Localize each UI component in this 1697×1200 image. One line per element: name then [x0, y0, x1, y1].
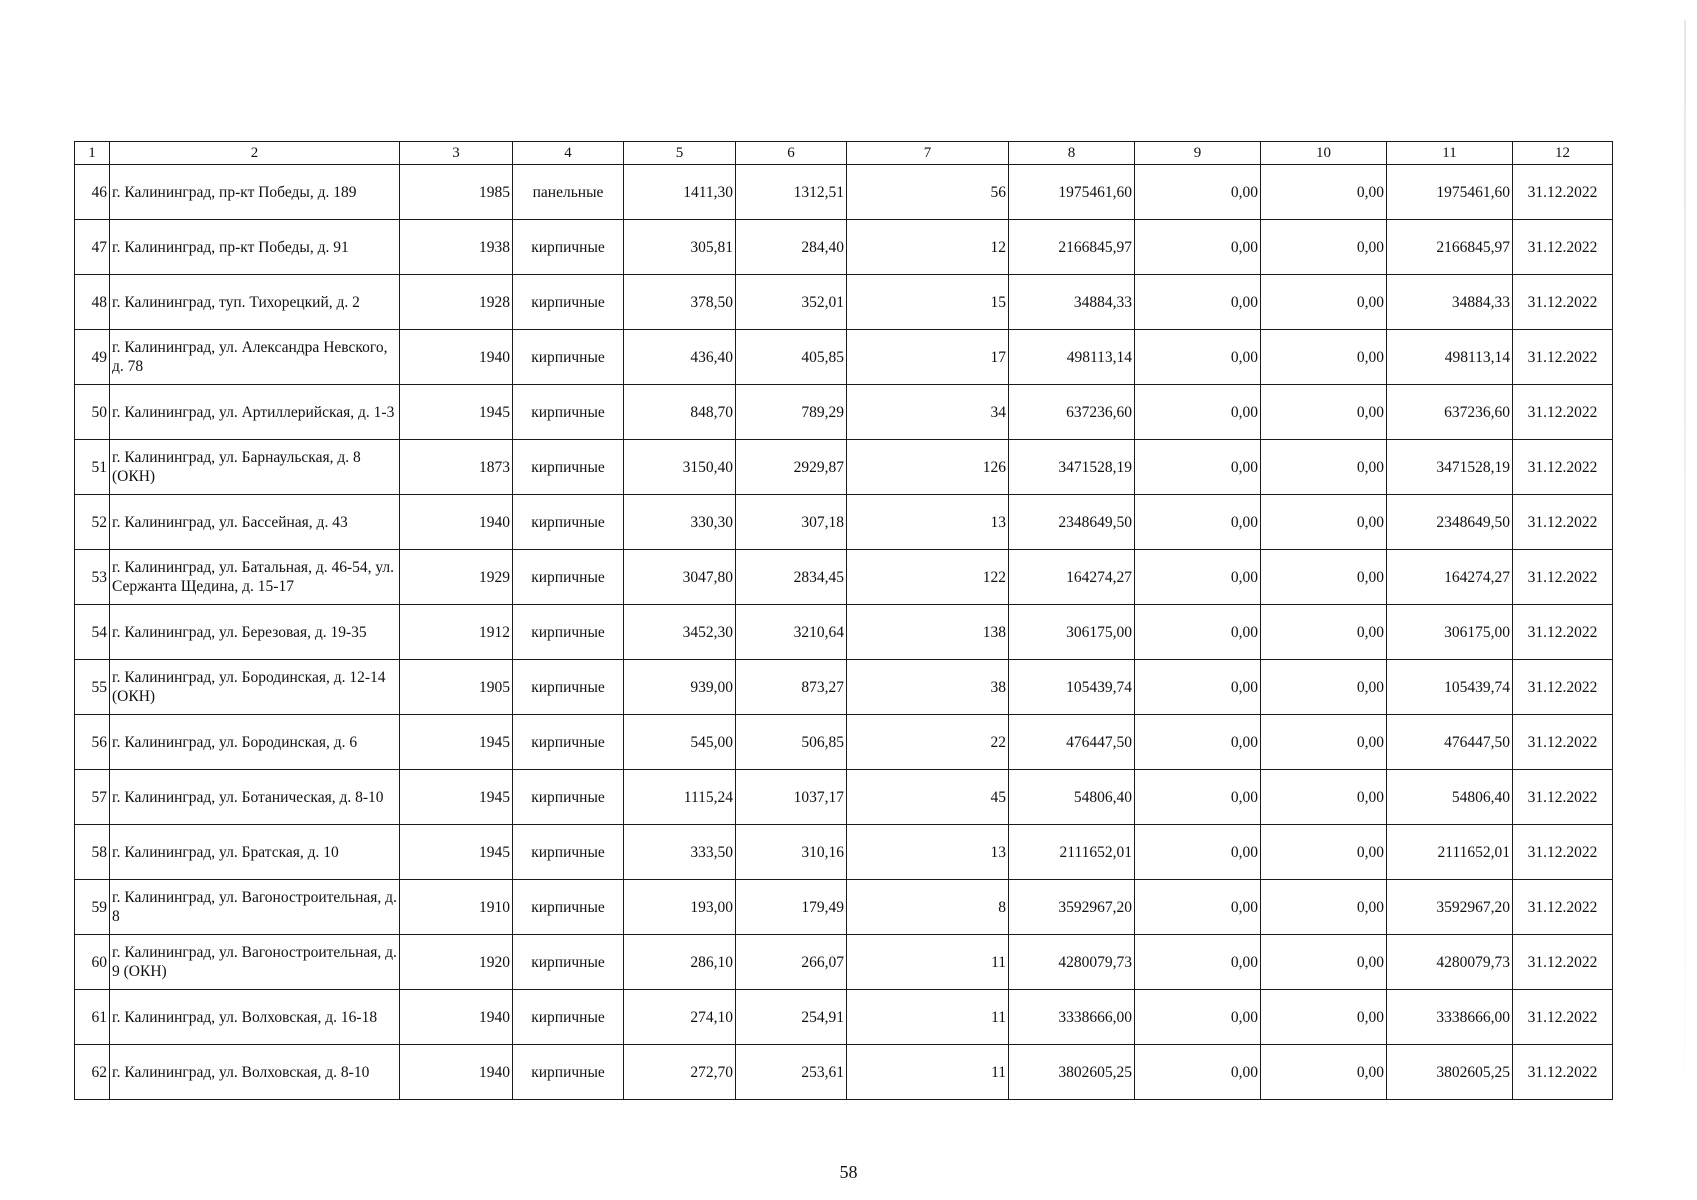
year-cell: 1929 — [400, 550, 513, 605]
cost-total-cell: 105439,74 — [1009, 660, 1135, 715]
registry-table-body — [75, 165, 1613, 1100]
cost-column-11-cell: 498113,14 — [1387, 330, 1513, 385]
row-number-cell: 52 — [75, 495, 110, 550]
wall-material-cell: кирпичные — [513, 330, 624, 385]
cost-column-11-cell: 34884,33 — [1387, 275, 1513, 330]
wall-material-cell: кирпичные — [513, 550, 624, 605]
area-total-cell: 545,00 — [624, 715, 736, 770]
cost-column-10-cell: 0,00 — [1261, 935, 1387, 990]
cost-column-11-cell: 164274,27 — [1387, 550, 1513, 605]
area-living-cell: 405,85 — [736, 330, 847, 385]
address-cell: г. Калининград, ул. Вагоностроительная, д. 9 (ОКН) — [110, 935, 400, 990]
area-total-cell: 333,50 — [624, 825, 736, 880]
cost-column-9-cell: 0,00 — [1135, 275, 1261, 330]
cost-total-cell: 306175,00 — [1009, 605, 1135, 660]
area-living-cell: 284,40 — [736, 220, 847, 275]
cost-column-10-cell: 0,00 — [1261, 605, 1387, 660]
cost-column-9-cell: 0,00 — [1135, 330, 1261, 385]
wall-material-cell: кирпичные — [513, 440, 624, 495]
area-total-cell: 274,10 — [624, 990, 736, 1045]
cost-total-cell: 3592967,20 — [1009, 880, 1135, 935]
address-cell: г. Калининград, ул. Вагоностроительная, д. 8 — [110, 880, 400, 935]
deadline-date-cell: 31.12.2022 — [1513, 495, 1613, 550]
cost-column-9-cell: 0,00 — [1135, 220, 1261, 275]
cost-column-11-cell: 2348649,50 — [1387, 495, 1513, 550]
cost-column-9-cell: 0,00 — [1135, 605, 1261, 660]
address-cell: г. Калининград, пр-кт Победы, д. 91 — [110, 220, 400, 275]
residents-count-cell: 122 — [847, 550, 1009, 605]
table-row — [75, 330, 1613, 385]
year-cell: 1938 — [400, 220, 513, 275]
cost-column-9-cell: 0,00 — [1135, 715, 1261, 770]
residents-count-cell: 13 — [847, 825, 1009, 880]
table-row — [75, 935, 1613, 990]
deadline-date-cell: 31.12.2022 — [1513, 220, 1613, 275]
cost-column-11-cell: 2111652,01 — [1387, 825, 1513, 880]
area-total-cell: 3452,30 — [624, 605, 736, 660]
table-row — [75, 660, 1613, 715]
residents-count-cell: 34 — [847, 385, 1009, 440]
cost-column-9-cell: 0,00 — [1135, 440, 1261, 495]
column-header: 8 — [1009, 142, 1135, 165]
page-number: 58 — [839, 1162, 858, 1182]
deadline-date-cell: 31.12.2022 — [1513, 660, 1613, 715]
table-row — [75, 990, 1613, 1045]
address-cell: г. Калининград, ул. Александра Невского, д. 78 — [110, 330, 400, 385]
cost-total-cell: 34884,33 — [1009, 275, 1135, 330]
cost-column-9-cell: 0,00 — [1135, 385, 1261, 440]
year-cell: 1985 — [400, 165, 513, 220]
table-row — [75, 715, 1613, 770]
cost-column-10-cell: 0,00 — [1261, 275, 1387, 330]
cost-column-11-cell: 3802605,25 — [1387, 1045, 1513, 1100]
year-cell: 1905 — [400, 660, 513, 715]
wall-material-cell: кирпичные — [513, 495, 624, 550]
area-living-cell: 253,61 — [736, 1045, 847, 1100]
table-row — [75, 880, 1613, 935]
cost-column-9-cell: 0,00 — [1135, 550, 1261, 605]
area-living-cell: 1312,51 — [736, 165, 847, 220]
area-living-cell: 352,01 — [736, 275, 847, 330]
column-header: 4 — [513, 142, 624, 165]
residents-count-cell: 11 — [847, 1045, 1009, 1100]
year-cell: 1945 — [400, 825, 513, 880]
cost-column-11-cell: 3592967,20 — [1387, 880, 1513, 935]
year-cell: 1912 — [400, 605, 513, 660]
deadline-date-cell: 31.12.2022 — [1513, 165, 1613, 220]
column-header: 2 — [110, 142, 400, 165]
deadline-date-cell: 31.12.2022 — [1513, 825, 1613, 880]
cost-column-9-cell: 0,00 — [1135, 1045, 1261, 1100]
cost-column-10-cell: 0,00 — [1261, 495, 1387, 550]
table-row — [75, 550, 1613, 605]
area-living-cell: 310,16 — [736, 825, 847, 880]
cost-total-cell: 3802605,25 — [1009, 1045, 1135, 1100]
residents-count-cell: 126 — [847, 440, 1009, 495]
area-living-cell: 2929,87 — [736, 440, 847, 495]
deadline-date-cell: 31.12.2022 — [1513, 770, 1613, 825]
cost-column-9-cell: 0,00 — [1135, 165, 1261, 220]
area-living-cell: 3210,64 — [736, 605, 847, 660]
cost-column-10-cell: 0,00 — [1261, 220, 1387, 275]
cost-column-9-cell: 0,00 — [1135, 825, 1261, 880]
table-row — [75, 385, 1613, 440]
column-header: 10 — [1261, 142, 1387, 165]
column-header: 6 — [736, 142, 847, 165]
table-row — [75, 275, 1613, 330]
residents-count-cell: 22 — [847, 715, 1009, 770]
wall-material-cell: панельные — [513, 165, 624, 220]
address-cell: г. Калининград, ул. Бородинская, д. 12-14 (ОКН) — [110, 660, 400, 715]
row-number-cell: 53 — [75, 550, 110, 605]
wall-material-cell: кирпичные — [513, 935, 624, 990]
residents-count-cell: 17 — [847, 330, 1009, 385]
area-living-cell: 873,27 — [736, 660, 847, 715]
deadline-date-cell: 31.12.2022 — [1513, 330, 1613, 385]
residents-count-cell: 8 — [847, 880, 1009, 935]
column-header: 7 — [847, 142, 1009, 165]
cost-column-10-cell: 0,00 — [1261, 385, 1387, 440]
row-number-cell: 49 — [75, 330, 110, 385]
year-cell: 1945 — [400, 770, 513, 825]
address-cell: г. Калининград, ул. Бородинская, д. 6 — [110, 715, 400, 770]
address-cell: г. Калининград, ул. Бассейная, д. 43 — [110, 495, 400, 550]
address-cell: г. Калининград, ул. Волховская, д. 8-10 — [110, 1045, 400, 1100]
deadline-date-cell: 31.12.2022 — [1513, 605, 1613, 660]
column-header: 12 — [1513, 142, 1613, 165]
area-living-cell: 307,18 — [736, 495, 847, 550]
row-number-cell: 57 — [75, 770, 110, 825]
address-cell: г. Калининград, ул. Волховская, д. 16-18 — [110, 990, 400, 1045]
cost-total-cell: 3471528,19 — [1009, 440, 1135, 495]
cost-column-11-cell: 3471528,19 — [1387, 440, 1513, 495]
deadline-date-cell: 31.12.2022 — [1513, 385, 1613, 440]
cost-column-10-cell: 0,00 — [1261, 770, 1387, 825]
year-cell: 1920 — [400, 935, 513, 990]
year-cell: 1945 — [400, 715, 513, 770]
deadline-date-cell: 31.12.2022 — [1513, 880, 1613, 935]
cost-column-11-cell: 4280079,73 — [1387, 935, 1513, 990]
year-cell: 1940 — [400, 330, 513, 385]
cost-column-9-cell: 0,00 — [1135, 880, 1261, 935]
residents-count-cell: 11 — [847, 935, 1009, 990]
cost-column-9-cell: 0,00 — [1135, 935, 1261, 990]
housing-registry-table — [74, 141, 1613, 1100]
cost-total-cell: 4280079,73 — [1009, 935, 1135, 990]
cost-total-cell: 3338666,00 — [1009, 990, 1135, 1045]
area-total-cell: 272,70 — [624, 1045, 736, 1100]
cost-column-9-cell: 0,00 — [1135, 660, 1261, 715]
column-number-header-row — [75, 142, 1613, 165]
area-living-cell: 254,91 — [736, 990, 847, 1045]
address-cell: г. Калининград, туп. Тихорецкий, д. 2 — [110, 275, 400, 330]
cost-column-11-cell: 54806,40 — [1387, 770, 1513, 825]
cost-column-11-cell: 2166845,97 — [1387, 220, 1513, 275]
row-number-cell: 60 — [75, 935, 110, 990]
row-number-cell: 62 — [75, 1045, 110, 1100]
column-header: 3 — [400, 142, 513, 165]
area-total-cell: 1115,24 — [624, 770, 736, 825]
deadline-date-cell: 31.12.2022 — [1513, 275, 1613, 330]
column-header: 11 — [1387, 142, 1513, 165]
table-row — [75, 770, 1613, 825]
year-cell: 1945 — [400, 385, 513, 440]
cost-column-11-cell: 476447,50 — [1387, 715, 1513, 770]
wall-material-cell: кирпичные — [513, 770, 624, 825]
address-cell: г. Калининград, ул. Ботаническая, д. 8-10 — [110, 770, 400, 825]
cost-total-cell: 1975461,60 — [1009, 165, 1135, 220]
residents-count-cell: 13 — [847, 495, 1009, 550]
cost-total-cell: 2111652,01 — [1009, 825, 1135, 880]
residents-count-cell: 11 — [847, 990, 1009, 1045]
cost-total-cell: 498113,14 — [1009, 330, 1135, 385]
wall-material-cell: кирпичные — [513, 660, 624, 715]
deadline-date-cell: 31.12.2022 — [1513, 715, 1613, 770]
deadline-date-cell: 31.12.2022 — [1513, 550, 1613, 605]
cost-column-10-cell: 0,00 — [1261, 880, 1387, 935]
area-total-cell: 3150,40 — [624, 440, 736, 495]
area-living-cell: 266,07 — [736, 935, 847, 990]
wall-material-cell: кирпичные — [513, 880, 624, 935]
cost-column-9-cell: 0,00 — [1135, 495, 1261, 550]
year-cell: 1940 — [400, 1045, 513, 1100]
area-total-cell: 330,30 — [624, 495, 736, 550]
scan-edge-mark — [1684, 20, 1686, 1140]
row-number-cell: 48 — [75, 275, 110, 330]
cost-total-cell: 54806,40 — [1009, 770, 1135, 825]
column-header: 5 — [624, 142, 736, 165]
cost-column-10-cell: 0,00 — [1261, 825, 1387, 880]
table-row — [75, 1045, 1613, 1100]
area-total-cell: 378,50 — [624, 275, 736, 330]
row-number-cell: 47 — [75, 220, 110, 275]
address-cell: г. Калининград, ул. Братская, д. 10 — [110, 825, 400, 880]
row-number-cell: 59 — [75, 880, 110, 935]
wall-material-cell: кирпичные — [513, 990, 624, 1045]
cost-column-11-cell: 637236,60 — [1387, 385, 1513, 440]
table-row — [75, 605, 1613, 660]
cost-column-10-cell: 0,00 — [1261, 440, 1387, 495]
row-number-cell: 61 — [75, 990, 110, 1045]
deadline-date-cell: 31.12.2022 — [1513, 990, 1613, 1045]
cost-column-10-cell: 0,00 — [1261, 330, 1387, 385]
cost-column-10-cell: 0,00 — [1261, 990, 1387, 1045]
deadline-date-cell: 31.12.2022 — [1513, 1045, 1613, 1100]
table-row — [75, 440, 1613, 495]
residents-count-cell: 56 — [847, 165, 1009, 220]
wall-material-cell: кирпичные — [513, 220, 624, 275]
cost-column-9-cell: 0,00 — [1135, 990, 1261, 1045]
row-number-cell: 50 — [75, 385, 110, 440]
cost-column-9-cell: 0,00 — [1135, 770, 1261, 825]
area-total-cell: 1411,30 — [624, 165, 736, 220]
cost-column-10-cell: 0,00 — [1261, 660, 1387, 715]
area-living-cell: 2834,45 — [736, 550, 847, 605]
area-total-cell: 848,70 — [624, 385, 736, 440]
area-living-cell: 179,49 — [736, 880, 847, 935]
address-cell: г. Калининград, ул. Батальная, д. 46-54, ул. Сержанта Щедина, д. 15-17 — [110, 550, 400, 605]
row-number-cell: 58 — [75, 825, 110, 880]
table-row — [75, 495, 1613, 550]
cost-total-cell: 637236,60 — [1009, 385, 1135, 440]
area-total-cell: 305,81 — [624, 220, 736, 275]
row-number-cell: 46 — [75, 165, 110, 220]
area-living-cell: 789,29 — [736, 385, 847, 440]
cost-column-10-cell: 0,00 — [1261, 715, 1387, 770]
year-cell: 1873 — [400, 440, 513, 495]
cost-total-cell: 476447,50 — [1009, 715, 1135, 770]
cost-total-cell: 164274,27 — [1009, 550, 1135, 605]
year-cell: 1928 — [400, 275, 513, 330]
address-cell: г. Калининград, ул. Барнаульская, д. 8 (ОКН) — [110, 440, 400, 495]
area-living-cell: 506,85 — [736, 715, 847, 770]
wall-material-cell: кирпичные — [513, 1045, 624, 1100]
row-number-cell: 55 — [75, 660, 110, 715]
cost-column-11-cell: 1975461,60 — [1387, 165, 1513, 220]
row-number-cell: 54 — [75, 605, 110, 660]
table-row — [75, 165, 1613, 220]
column-header: 9 — [1135, 142, 1261, 165]
address-cell: г. Калининград, ул. Артиллерийская, д. 1-3 — [110, 385, 400, 440]
residents-count-cell: 38 — [847, 660, 1009, 715]
area-total-cell: 286,10 — [624, 935, 736, 990]
cost-column-10-cell: 0,00 — [1261, 550, 1387, 605]
cost-column-11-cell: 3338666,00 — [1387, 990, 1513, 1045]
residents-count-cell: 138 — [847, 605, 1009, 660]
cost-total-cell: 2166845,97 — [1009, 220, 1135, 275]
table-row — [75, 220, 1613, 275]
deadline-date-cell: 31.12.2022 — [1513, 935, 1613, 990]
column-header: 1 — [75, 142, 110, 165]
wall-material-cell: кирпичные — [513, 385, 624, 440]
cost-column-11-cell: 306175,00 — [1387, 605, 1513, 660]
cost-column-10-cell: 0,00 — [1261, 1045, 1387, 1100]
year-cell: 1940 — [400, 495, 513, 550]
area-total-cell: 3047,80 — [624, 550, 736, 605]
wall-material-cell: кирпичные — [513, 605, 624, 660]
year-cell: 1910 — [400, 880, 513, 935]
wall-material-cell: кирпичные — [513, 715, 624, 770]
area-total-cell: 939,00 — [624, 660, 736, 715]
row-number-cell: 56 — [75, 715, 110, 770]
table-row — [75, 825, 1613, 880]
deadline-date-cell: 31.12.2022 — [1513, 440, 1613, 495]
residents-count-cell: 45 — [847, 770, 1009, 825]
cost-column-10-cell: 0,00 — [1261, 165, 1387, 220]
year-cell: 1940 — [400, 990, 513, 1045]
address-cell: г. Калининград, ул. Березовая, д. 19-35 — [110, 605, 400, 660]
wall-material-cell: кирпичные — [513, 275, 624, 330]
residents-count-cell: 12 — [847, 220, 1009, 275]
residents-count-cell: 15 — [847, 275, 1009, 330]
area-total-cell: 436,40 — [624, 330, 736, 385]
cost-total-cell: 2348649,50 — [1009, 495, 1135, 550]
address-cell: г. Калининград, пр-кт Победы, д. 189 — [110, 165, 400, 220]
area-total-cell: 193,00 — [624, 880, 736, 935]
wall-material-cell: кирпичные — [513, 825, 624, 880]
area-living-cell: 1037,17 — [736, 770, 847, 825]
row-number-cell: 51 — [75, 440, 110, 495]
cost-column-11-cell: 105439,74 — [1387, 660, 1513, 715]
